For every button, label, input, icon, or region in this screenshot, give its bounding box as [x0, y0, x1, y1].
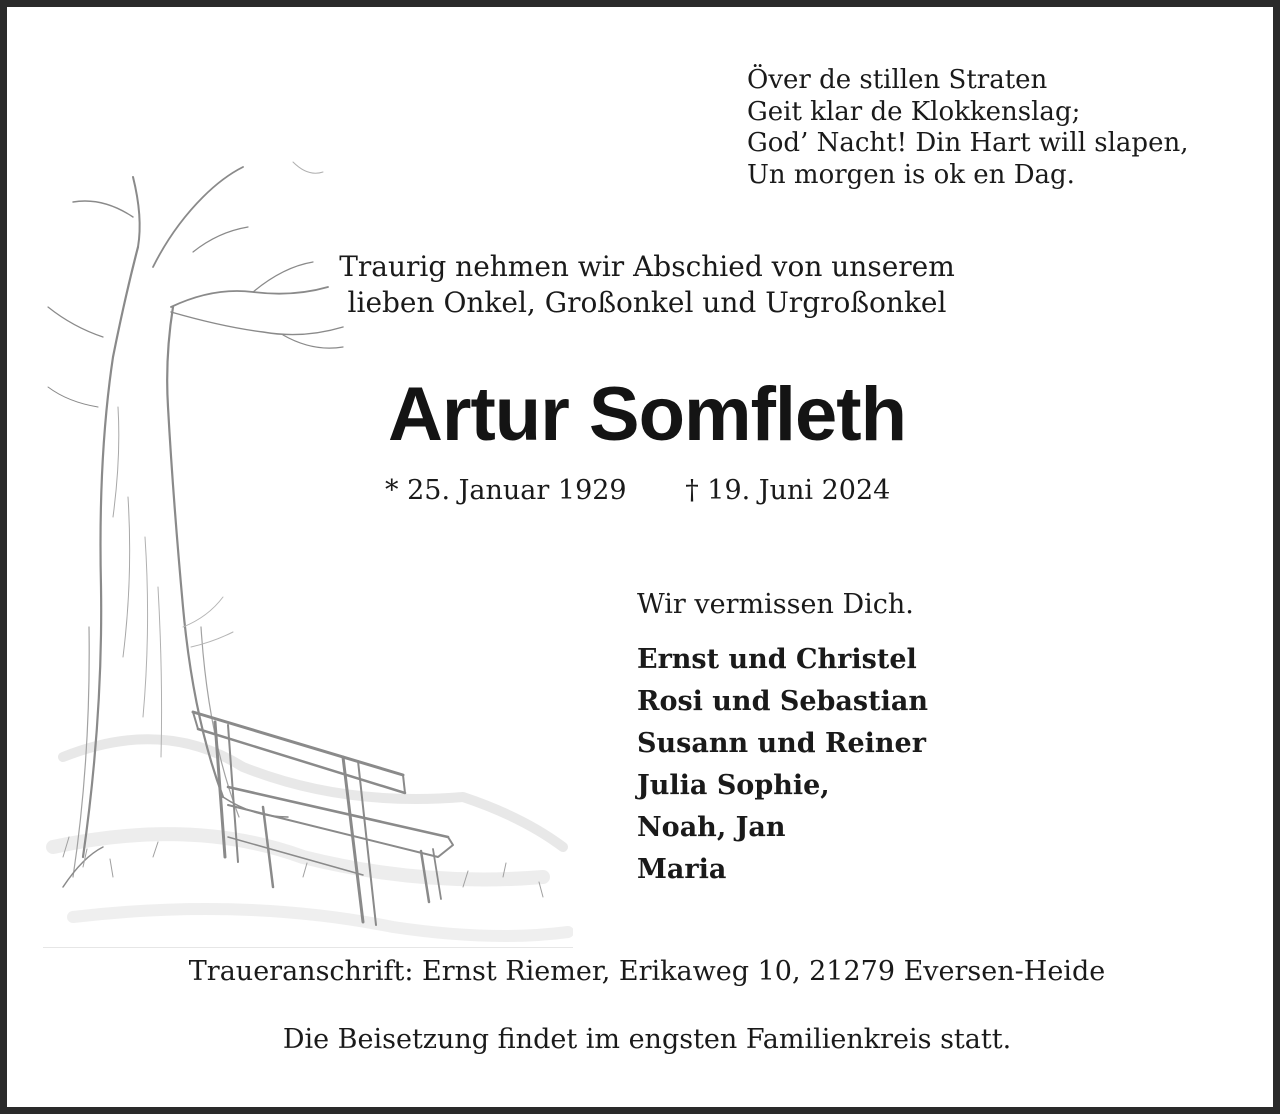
poem — [747, 65, 1247, 191]
mourners-message: Wir vermissen Dich. — [637, 589, 914, 620]
mourner-name: Ernst und Christel — [637, 644, 917, 675]
deceased-name: Artur Somfleth — [388, 372, 906, 457]
divider — [43, 947, 573, 948]
intro-line: Traurig nehmen wir Abschied von unserem — [339, 250, 955, 283]
poem-line: Un morgen is ok en Dag. — [747, 159, 1075, 190]
mourning-address: Traueranschrift: Ernst Riemer, Erikaweg 10, 21279 Eversen-Heide — [188, 956, 1106, 987]
intro-text — [247, 249, 1047, 321]
life-dates — [385, 473, 890, 509]
intro-line: lieben Onkel, Großonkel und Urgroßonkel — [347, 286, 947, 319]
mourner-name: Maria — [637, 854, 727, 885]
mourner-name: Rosi und Sebastian — [637, 686, 928, 717]
birth-date: * 25. Januar 1929 — [385, 475, 627, 506]
poem-line: Geit klar de Klokkenslag; — [747, 96, 1081, 127]
mourner-name: Julia Sophie, — [637, 770, 830, 801]
mourner-name: Susann und Reiner — [637, 728, 926, 759]
poem-line: Över de stillen Straten — [747, 65, 1048, 95]
death-date: † 19. Juni 2024 — [685, 475, 891, 506]
mourners-list — [637, 639, 928, 891]
poem-line: God’ Nacht! Din Hart will slapen, — [747, 128, 1189, 158]
burial-note: Die Beisetzung findet im engsten Familienkreis statt. — [282, 1024, 1012, 1055]
mourner-name: Noah, Jan — [637, 812, 786, 843]
